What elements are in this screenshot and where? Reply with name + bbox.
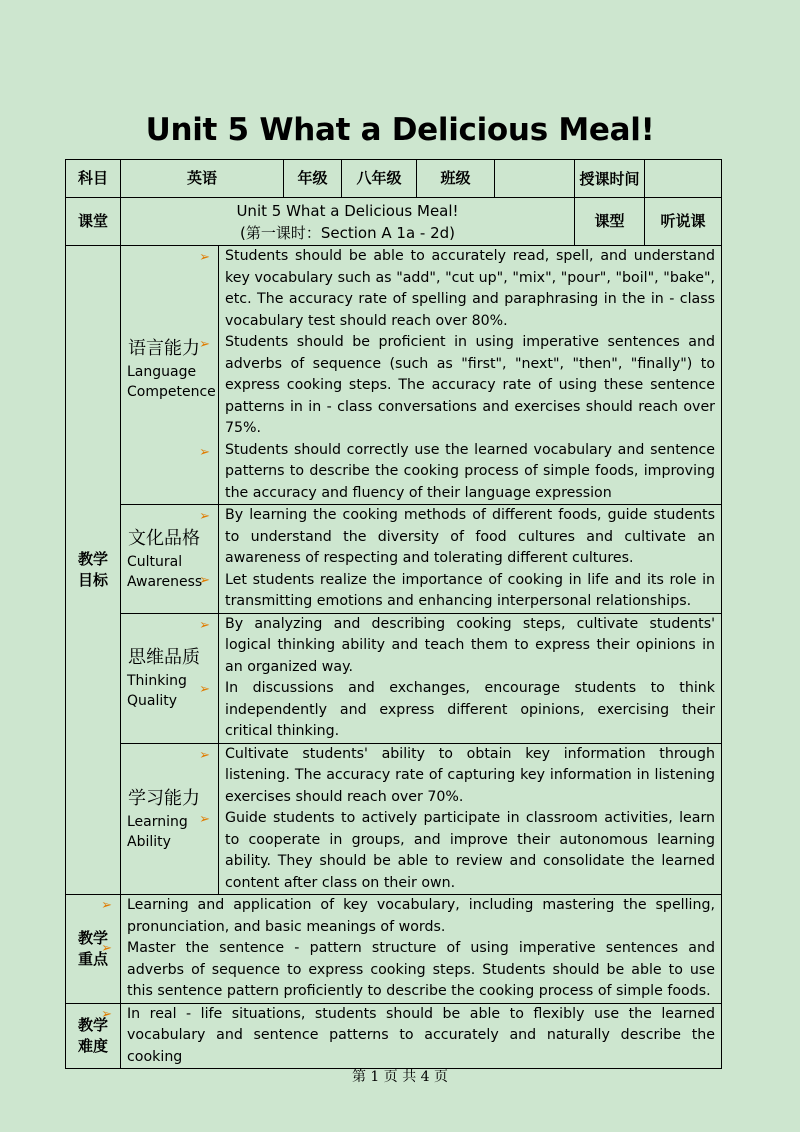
lesson-title-cell: [121, 198, 575, 246]
bullet-arrow-icon: ➢: [199, 445, 210, 460]
objective-row-language: [66, 246, 722, 505]
category-culture-items: [219, 505, 722, 614]
objective-item: Students should correctly use the learned vocabulary and sentence patterns to describe the cooking process of simple foods, improving the accuracy and fluency of their language expression: [225, 441, 716, 501]
bullet-arrow-icon: ➢: [199, 337, 210, 352]
category-language-items: [219, 246, 722, 505]
objective-item: Students should be proficient in using imperative sentences and adverbs of sequence (such as "first", "next", "then", "finally") to express cooking steps. The accuracy rate of using these sentence patterns in in - class conversations and exercises should reach over 75%.: [225, 334, 716, 436]
objective-item: In discussions and exchanges, encourage students to think independently and express different opinions, exercising their critical thinking.: [225, 680, 716, 739]
lesson-title-line1: Unit 5 What a Delicious Meal!: [236, 201, 459, 220]
lesson-plan-table: [65, 159, 722, 1069]
category-en-line1: Cultural: [127, 553, 183, 570]
lesson-label: 课堂: [66, 198, 121, 246]
objective-row-thinking: [66, 613, 722, 743]
key-points-items: [121, 895, 722, 1004]
category-en-line2: Quality: [127, 693, 178, 709]
bullet-arrow-icon: ➢: [199, 509, 210, 524]
grade-value: 八年级: [342, 160, 417, 198]
objective-row-learning: [66, 743, 722, 895]
difficulties-row: [66, 1003, 722, 1069]
key-point-item: Learning and application of key vocabulary, including mastering the spelling, pronunciation, and basic meanings of words.: [127, 897, 716, 935]
difficulties-label: ➢ 教学难度: [66, 1003, 121, 1069]
bullet-arrow-icon: ➢: [101, 898, 112, 913]
category-zh: 学习能力: [128, 787, 200, 809]
objective-item: Students should be able to accurately read, spell, and understand key vocabulary such as "add", "cut up", "mix", "pour", "boil", "bake", etc. The accuracy rate of spelling and paraphrasing in the in - class vocabulary test should reach over 80%.: [225, 248, 716, 329]
time-label: 授课时间: [575, 160, 645, 198]
category-culture: [121, 505, 219, 614]
lesson-type-label: 课型: [575, 198, 645, 246]
category-learning-items: [219, 743, 722, 895]
lesson-type-value: 听说课: [645, 198, 722, 246]
bullet-arrow-icon: ➢: [199, 250, 210, 265]
bullet-arrow-icon: ➢: [199, 811, 210, 827]
category-learning: [121, 743, 219, 895]
key-point-item: Master the sentence - pattern structure of using imperative sentences and adverbs of sequence to express cooking steps. Students should be able to use this sentence pattern proficiently to describe the cooking process of simple foods.: [127, 940, 716, 999]
category-zh: 思维品质: [128, 647, 200, 668]
header-row: [66, 160, 722, 198]
objective-item: By analyzing and describing cooking steps, cultivate students' logical thinking ability and teach them to express their opinions in an organized way.: [225, 615, 716, 675]
key-points-row: [66, 895, 722, 1004]
category-en-line1: Thinking: [127, 673, 187, 689]
class-value: [495, 160, 575, 198]
category-language: [121, 246, 219, 505]
bullet-arrow-icon: ➢: [199, 747, 210, 763]
lesson-title-line2: (第一课时：Section A 1a - 2d): [240, 223, 455, 242]
category-thinking: [121, 613, 219, 743]
bullet-arrow-icon: ➢: [199, 681, 210, 697]
objective-item: Cultivate students' ability to obtain key information through listening. The accuracy rate of capturing key information in listening exercises should reach over 70%.: [225, 745, 716, 805]
bullet-arrow-icon: ➢: [101, 941, 112, 956]
bullet-arrow-icon: ➢: [199, 617, 210, 633]
document-title: Unit 5 What a Delicious Meal!: [145, 112, 655, 148]
bullet-arrow-icon: ➢: [199, 573, 210, 588]
category-en-line1: Learning: [127, 813, 188, 830]
category-en-line2: Awareness: [127, 573, 203, 590]
bullet-arrow-icon: ➢: [101, 1006, 112, 1022]
subject-value: 英语: [121, 160, 284, 198]
category-en-line1: Language: [127, 364, 197, 380]
objectives-label: 教学目标: [66, 246, 121, 895]
key-points-label: ➢ ➢ 教学重点: [66, 895, 121, 1004]
category-zh: 文化品格: [128, 527, 200, 549]
category-en-line2: Ability: [127, 833, 171, 850]
category-en-line2: Competence: [127, 384, 216, 400]
class-label: 班级: [417, 160, 495, 198]
difficulties-text: In real - life situations, students should be able to flexibly use the learned vocabulary and sentence patterns to accurately and naturally describe the cooking: [121, 1003, 722, 1069]
lesson-row: [66, 198, 722, 246]
page-footer: 第 1 页 共 4 页: [351, 1069, 449, 1085]
subject-label: 科目: [66, 160, 121, 198]
category-zh: 语言能力: [128, 338, 200, 359]
time-value: [645, 160, 722, 198]
grade-label: 年级: [284, 160, 342, 198]
objective-item: Let students realize the importance of cooking in life and its role in transmitting emotions and enhancing interpersonal relationships.: [225, 571, 716, 609]
objective-row-culture: [66, 505, 722, 614]
objective-item: Guide students to actively participate in classroom activities, learn to cooperate in groups, and improve their autonomous learning ability. They should be able to review and consolidate the learned content after class on their own.: [225, 810, 716, 891]
category-thinking-items: [219, 613, 722, 743]
objective-item: By learning the cooking methods of different foods, guide students to understand the diversity of food cultures and cultivate an awareness of respecting and tolerating different cultures.: [225, 507, 716, 566]
